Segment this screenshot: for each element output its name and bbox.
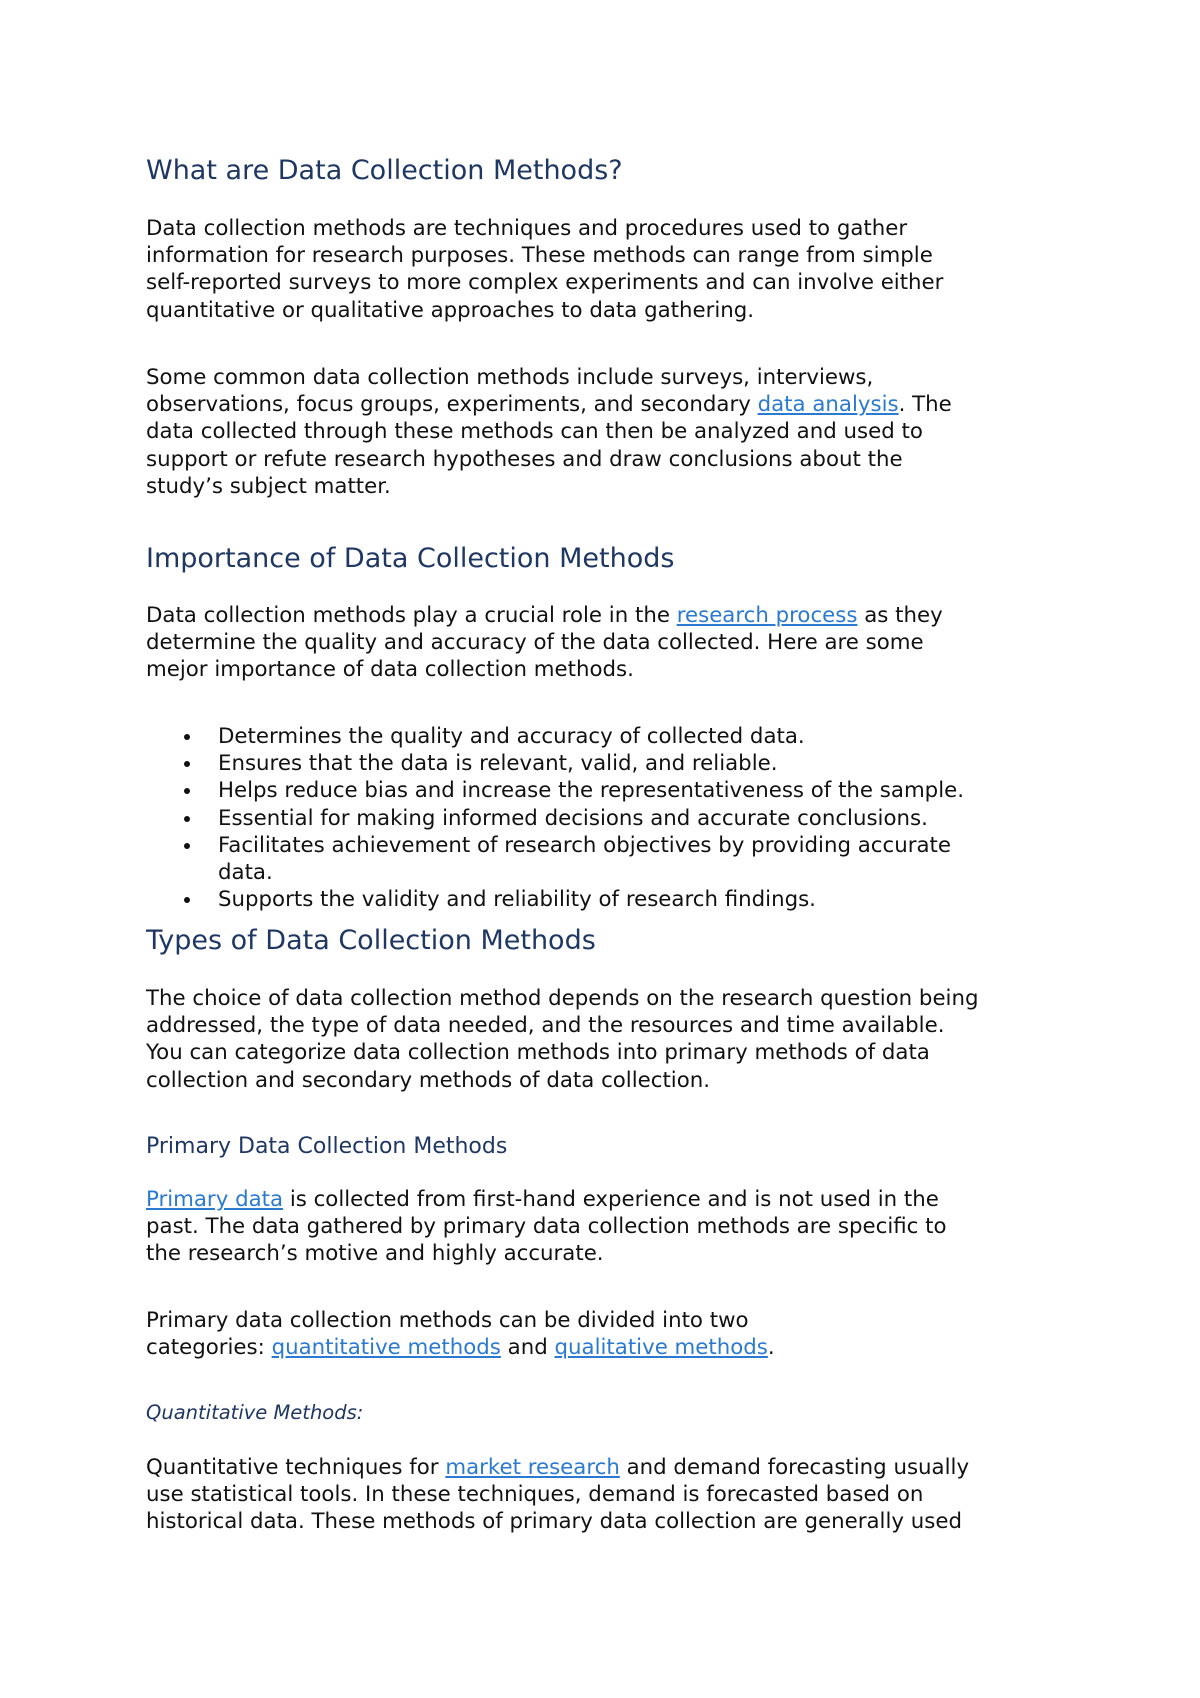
list-item-text: Determines the quality and accuracy of collected data. — [218, 724, 805, 749]
text-run: observations, focus groups, experiments, and secondary — [146, 392, 758, 418]
paragraph-quantitative — [146, 1454, 969, 1536]
text-line — [146, 1334, 775, 1361]
text-line: addressed, the type of data needed, and the resources and time available. — [146, 1013, 945, 1039]
list-item-text: data. — [218, 860, 273, 886]
paragraph-definition — [146, 215, 943, 324]
text-run: is collected from first-hand experience and is not used in the — [283, 1187, 939, 1212]
text-line: collection and secondary methods of data collection. — [146, 1067, 711, 1093]
list-item — [146, 777, 964, 804]
text-line: past. The data gathered by primary data collection methods are specific to — [146, 1214, 947, 1240]
heading-importance: Importance of Data Collection Methods — [146, 543, 675, 574]
paragraph-primary-data — [146, 1186, 947, 1268]
text-line: study’s subject matter. — [146, 473, 391, 499]
paragraph-importance-intro — [146, 602, 943, 684]
text-run: . — [767, 1335, 775, 1361]
text-line: historical data. These methods of primary data collection are generally used — [146, 1509, 962, 1535]
link-data-analysis[interactable]: data analysis — [757, 392, 899, 418]
text-run: Data collection methods play a crucial role in the — [146, 603, 677, 628]
list-item — [146, 832, 964, 859]
text-line: quantitative or qualitative approaches to data gathering. — [146, 297, 755, 323]
bullet-icon — [184, 734, 190, 740]
text-line: mejor importance of data collection methods. — [146, 657, 634, 683]
text-line — [146, 1186, 947, 1213]
list-item-text: Helps reduce bias and increase the representativeness of the sample. — [218, 778, 964, 804]
text-run: and demand forecasting usually — [619, 1455, 970, 1480]
text-line: the research’s motive and highly accurate. — [146, 1241, 604, 1267]
text-line — [146, 391, 952, 418]
list-item-text: Essential for making informed decisions and accurate conclusions. — [218, 805, 928, 831]
text-line: information for research purposes. These methods can range from simple — [146, 243, 933, 269]
paragraph-types-intro — [146, 985, 979, 1094]
list-item — [146, 886, 964, 913]
bullet-icon — [184, 788, 190, 794]
list-item — [146, 750, 964, 777]
text-line: Some common data collection methods include surveys, interviews, — [146, 365, 874, 390]
bullet-icon — [184, 897, 190, 903]
heading-what-are-data-collection-methods: What are Data Collection Methods? — [146, 155, 623, 186]
link-primary-data[interactable]: Primary data — [146, 1187, 284, 1212]
list-item-text: Facilitates achievement of research objectives by providing accurate — [218, 832, 951, 858]
text-line: You can categorize data collection methods into primary methods of data — [146, 1040, 930, 1066]
text-line — [146, 602, 943, 629]
text-line — [146, 1454, 969, 1481]
text-line: determine the quality and accuracy of the data collected. Here are some — [146, 630, 924, 656]
text-run: . The — [898, 392, 952, 418]
text-line: The choice of data collection method depends on the research question being — [146, 986, 979, 1011]
heading-quantitative-methods: Quantitative Methods: — [146, 1401, 364, 1424]
list-item-continuation — [146, 859, 964, 886]
text-line: Primary data collection methods can be divided into two — [146, 1308, 749, 1333]
list-item — [146, 723, 964, 750]
text-run: categories: — [146, 1335, 272, 1361]
list-item — [146, 805, 964, 832]
text-line: use statistical tools. In these techniques, demand is forecasted based on — [146, 1482, 924, 1508]
link-quantitative-methods[interactable]: quantitative methods — [271, 1335, 501, 1361]
list-item-text: Ensures that the data is relevant, valid, and reliable. — [218, 751, 778, 777]
heading-primary-data-collection-methods: Primary Data Collection Methods — [146, 1134, 508, 1159]
link-research-process[interactable]: research process — [676, 603, 858, 628]
link-market-research[interactable]: market research — [445, 1455, 620, 1480]
importance-bullet-list — [146, 723, 964, 913]
paragraph-common-methods — [146, 364, 952, 500]
link-qualitative-methods[interactable]: qualitative methods — [554, 1335, 768, 1361]
bullet-icon — [184, 843, 190, 849]
heading-types: Types of Data Collection Methods — [146, 925, 596, 956]
text-run: Quantitative techniques for — [146, 1455, 446, 1480]
bullet-icon — [184, 761, 190, 767]
paragraph-primary-categories — [146, 1307, 775, 1361]
text-run: and — [500, 1335, 555, 1361]
text-line: Data collection methods are techniques and procedures used to gather — [146, 216, 908, 241]
text-run: as they — [857, 603, 943, 628]
text-line: data collected through these methods can then be analyzed and used to — [146, 419, 923, 445]
list-item-text: Supports the validity and reliability of research findings. — [218, 887, 816, 913]
bullet-icon — [184, 816, 190, 822]
text-line: self-reported surveys to more complex experiments and can involve either — [146, 270, 944, 296]
text-line: support or refute research hypotheses and draw conclusions about the — [146, 446, 903, 472]
